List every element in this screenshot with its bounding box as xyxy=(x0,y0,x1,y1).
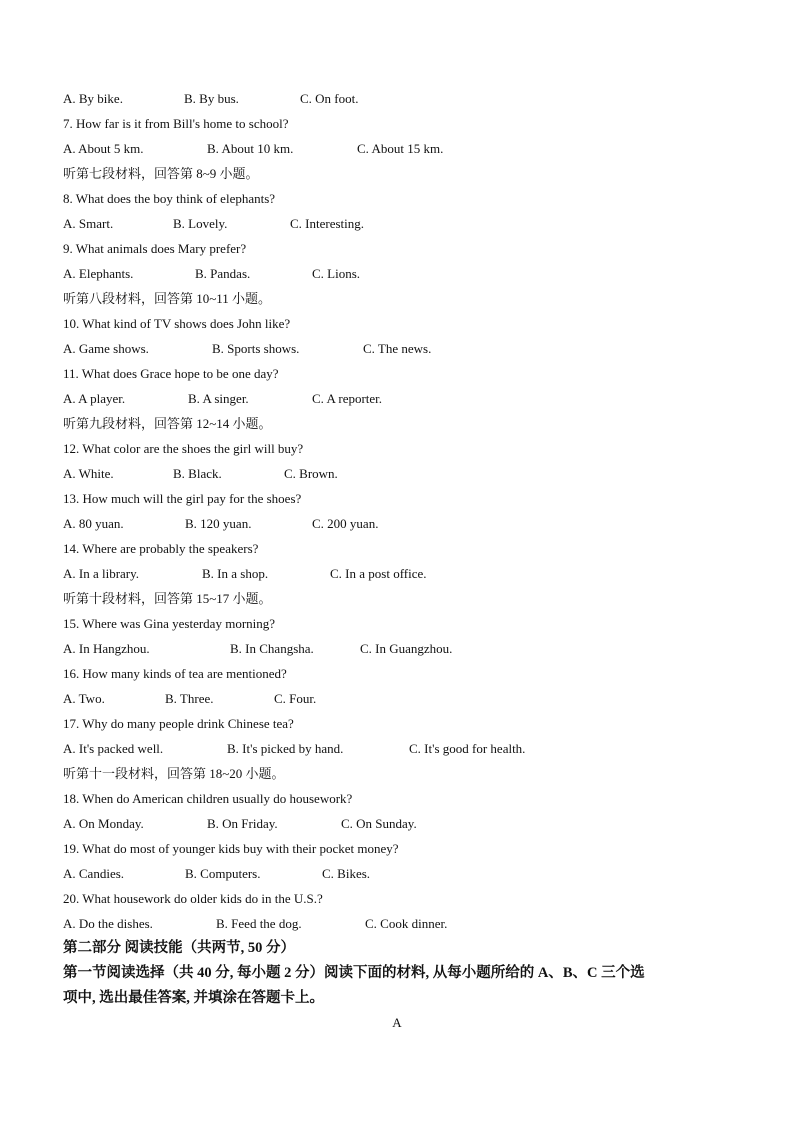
answer-option: A. Smart. xyxy=(63,216,114,231)
answer-option: B. By bus. xyxy=(184,91,239,106)
answer-option: B. Feed the dog. xyxy=(216,916,302,931)
answer-option: A. 80 yuan. xyxy=(63,516,124,531)
answer-option: C. In a post office. xyxy=(330,566,427,581)
answer-option: A. White. xyxy=(63,466,114,481)
answer-option: C. Four. xyxy=(274,691,317,706)
answer-option: B. It's picked by hand. xyxy=(227,741,344,756)
question-text: 15. Where was Gina yesterday morning? xyxy=(63,616,276,631)
answer-option: B. In a shop. xyxy=(202,566,269,581)
passage-label: A xyxy=(392,1015,402,1030)
answer-option: C. The news. xyxy=(363,341,432,356)
answer-option: C. About 15 km. xyxy=(357,141,444,156)
question-text: 17. Why do many people drink Chinese tea? xyxy=(63,716,294,731)
answer-option: A. It's packed well. xyxy=(63,741,164,756)
answer-option: A. A player. xyxy=(63,391,126,406)
answer-option: B. Lovely. xyxy=(173,216,228,231)
answer-option: C. Interesting. xyxy=(290,216,365,231)
question-text: 7. How far is it from Bill's home to school? xyxy=(63,116,289,131)
answer-option: B. A singer. xyxy=(188,391,249,406)
question-text: 20. What housework do older kids do in the U.S.? xyxy=(63,891,323,906)
answer-option: A. Candies. xyxy=(63,866,125,881)
question-text: 18. When do American children usually do housework? xyxy=(63,791,353,806)
answer-option: A. Two. xyxy=(63,691,105,706)
answer-option: B. Black. xyxy=(173,466,222,481)
question-text: 14. Where are probably the speakers? xyxy=(63,541,259,556)
answer-option: B. Computers. xyxy=(185,866,261,881)
answer-option: C. On Sunday. xyxy=(341,816,417,831)
question-text: 11. What does Grace hope to be one day? xyxy=(63,366,279,381)
answer-option: A. On Monday. xyxy=(63,816,144,831)
answer-option: C. It's good for health. xyxy=(409,741,526,756)
question-text: 8. What does the boy think of elephants? xyxy=(63,191,276,206)
answer-option: B. About 10 km. xyxy=(207,141,294,156)
answer-option: B. On Friday. xyxy=(207,816,278,831)
answer-option: C. Bikes. xyxy=(322,866,371,881)
question-text: 12. What color are the shoes the girl will buy? xyxy=(63,441,304,456)
question-text: 13. How much will the girl pay for the shoes? xyxy=(63,491,302,506)
listening-instruction: 听第十一段材料，回答第 18~20 小题。 xyxy=(63,766,285,781)
answer-option: B. 120 yuan. xyxy=(185,516,252,531)
question-text: 10. What kind of TV shows does John like? xyxy=(63,316,291,331)
answer-option: A. About 5 km. xyxy=(63,141,144,156)
part-two-instruction-line-1: 第一节阅读选择（共 40 分, 每小题 2 分）阅读下面的材料, 从每小题所给的 A、B、C 三个选 xyxy=(63,965,645,981)
answer-option: A. Elephants. xyxy=(63,266,134,281)
answer-option: A. Do the dishes. xyxy=(63,916,153,931)
part-two-instruction-line-2: 项中, 选出最佳答案, 并填涂在答题卡上。 xyxy=(63,990,324,1006)
answer-option: C. Brown. xyxy=(284,466,338,481)
answer-option: A. In Hangzhou. xyxy=(63,641,150,656)
answer-option: C. A reporter. xyxy=(312,391,383,406)
listening-instruction: 听第八段材料，回答第 10~11 小题。 xyxy=(63,291,272,306)
question-text: 9. What animals does Mary prefer? xyxy=(63,241,247,256)
answer-option: A. In a library. xyxy=(63,566,140,581)
question-text: 16. How many kinds of tea are mentioned? xyxy=(63,666,287,681)
answer-option: B. Three. xyxy=(165,691,214,706)
answer-option: C. Lions. xyxy=(312,266,361,281)
answer-option: B. Pandas. xyxy=(195,266,251,281)
answer-option: B. Sports shows. xyxy=(212,341,300,356)
answer-option: C. Cook dinner. xyxy=(365,916,448,931)
listening-instruction: 听第七段材料，回答第 8~9 小题。 xyxy=(63,166,259,181)
answer-option: B. In Changsha. xyxy=(230,641,314,656)
answer-option: C. In Guangzhou. xyxy=(360,641,453,656)
answer-option: A. Game shows. xyxy=(63,341,149,356)
answer-option: C. On foot. xyxy=(300,91,359,106)
answer-option: C. 200 yuan. xyxy=(312,516,379,531)
question-text: 19. What do most of younger kids buy with their pocket money? xyxy=(63,841,399,856)
listening-instruction: 听第九段材料，回答第 12~14 小题。 xyxy=(63,416,272,431)
listening-instruction: 听第十段材料，回答第 15~17 小题。 xyxy=(63,591,272,606)
part-two-heading: 第二部分 阅读技能（共两节, 50 分） xyxy=(63,940,295,956)
answer-option: A. By bike. xyxy=(63,91,123,106)
